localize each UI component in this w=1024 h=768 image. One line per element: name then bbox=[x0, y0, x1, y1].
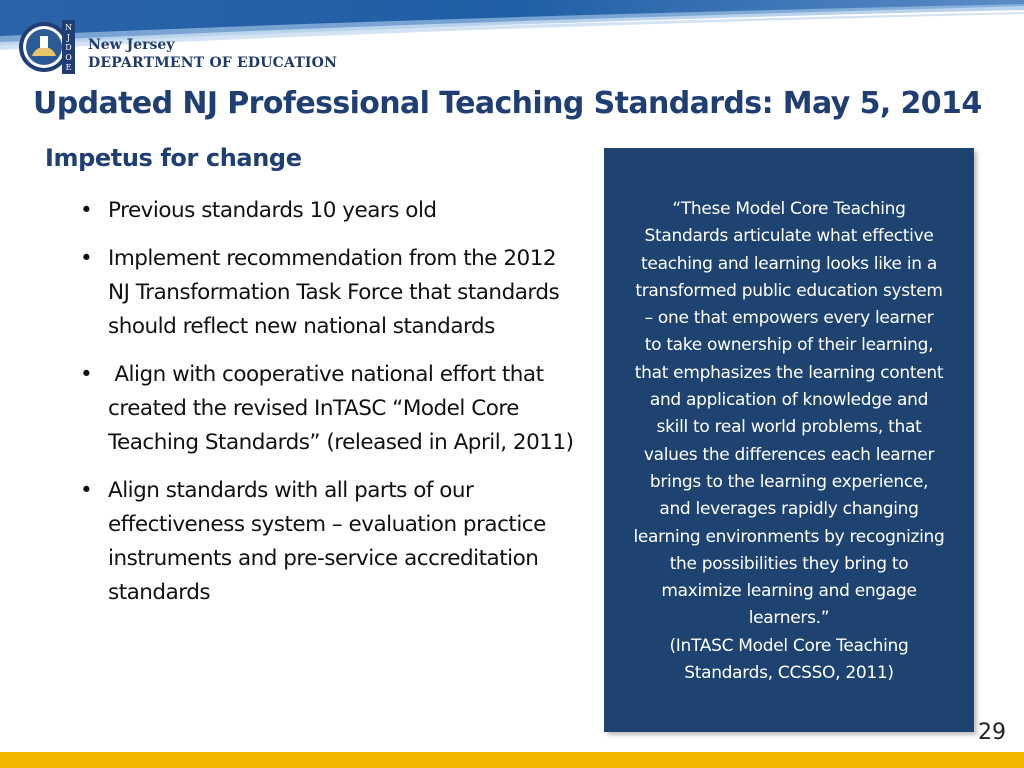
quote-line: brings to the learning experience, bbox=[649, 471, 929, 492]
organization-name bbox=[88, 36, 337, 72]
page-number: 29 bbox=[978, 720, 1006, 745]
quote-citation: (InTASC Model Core Teaching bbox=[669, 635, 909, 656]
bullet-item bbox=[80, 194, 580, 228]
slide-subtitle: Impetus for change bbox=[45, 144, 302, 172]
slide-title: Updated NJ Professional Teaching Standards: May 5, 2014 bbox=[33, 86, 982, 121]
quote-line: teaching and learning looks like in a bbox=[641, 253, 937, 274]
seal-letter-o: O bbox=[65, 53, 72, 62]
quote-line: values the differences each learner bbox=[643, 444, 935, 465]
quote-text bbox=[618, 196, 960, 687]
quote-line: the possibilities they bring to bbox=[669, 553, 909, 574]
quote-line: and application of knowledge and bbox=[649, 390, 929, 411]
seal-letter-e: E bbox=[65, 63, 72, 72]
quote-line: learning environments by recognizing bbox=[633, 526, 945, 547]
org-state: New Jersey bbox=[88, 37, 175, 53]
quote-line: and leverages rapidly changing bbox=[659, 499, 919, 520]
quote-line: maximize learning and engage bbox=[661, 581, 917, 602]
bullet-text: Previous standards 10 years old bbox=[108, 198, 437, 223]
quote-line: to take ownership of their learning, bbox=[644, 335, 934, 356]
quote-line: “These Model Core Teaching bbox=[672, 199, 906, 219]
bullet-item bbox=[80, 242, 580, 344]
footer-bar bbox=[0, 752, 1024, 768]
bullet-marker: • bbox=[80, 246, 93, 271]
bullet-text: Align standards with all parts of our effectiveness system – evaluation practice instruments and pre-service accreditation standards bbox=[108, 478, 546, 605]
seal-letter-n: N bbox=[65, 23, 72, 32]
quote-line: that emphasizes the learning content bbox=[634, 362, 944, 383]
seal-letter-d: D bbox=[65, 43, 72, 52]
bullet-text: Implement recommendation from the 2012 NJ Transformation Task Force that standards should reflect new national standards bbox=[108, 246, 560, 339]
org-department: DEPARTMENT OF EDUCATION bbox=[88, 55, 338, 71]
quote-line: Standards articulate what effective bbox=[644, 226, 934, 247]
seal-letter-j: J bbox=[66, 33, 71, 42]
quote-line: – one that empowers every learner bbox=[644, 308, 934, 329]
bullet-marker: • bbox=[80, 478, 93, 503]
bullet-item bbox=[80, 474, 580, 610]
quote-line: skill to real world problems, that bbox=[656, 417, 922, 438]
bullet-marker: • bbox=[80, 362, 93, 387]
bullet-marker: • bbox=[80, 198, 93, 223]
quote-box bbox=[604, 148, 974, 732]
bullet-list bbox=[80, 194, 580, 624]
bullet-item bbox=[80, 358, 580, 460]
quote-citation: Standards, CCSSO, 2011) bbox=[684, 663, 894, 684]
quote-line: learners.” bbox=[748, 608, 830, 629]
nj-seal-logo bbox=[18, 18, 76, 76]
quote-line: transformed public education system bbox=[635, 280, 943, 301]
bullet-text: Align with cooperative national effort that created the revised InTASC “Model Core Teaching Standards” (released in April, 2011) bbox=[108, 362, 574, 455]
